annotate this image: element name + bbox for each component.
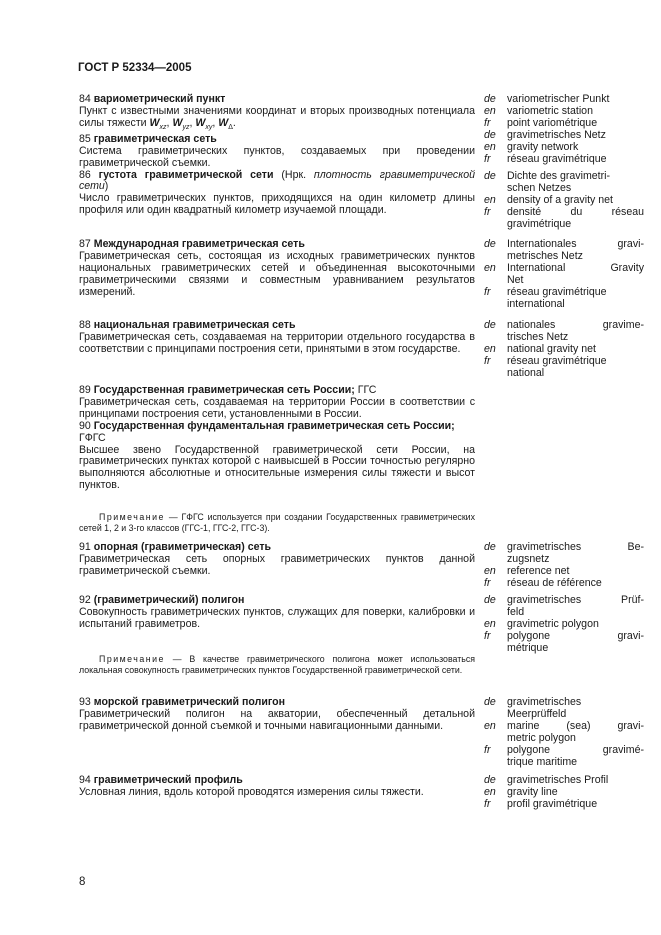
- term-86: 86 густота гравиметрической сети (Нрк. плотность гравиметрической сети): [79, 168, 476, 193]
- term-93: 93 морской гравиметрический полигон Гравиметрический полигон на акватории, обеспеченный детальной гравиметрической донной съемкой и точными навигационными данными.: [79, 696, 475, 732]
- term-87: 87 Международная гравиметрическая сеть Гравиметрическая сеть, состоящая из исходных гравиметрических пунктов национальных гравиметрических сетей и объединенная высокоточными гравиметрическими связями и совместным уравниванием результатов измерений.: [79, 238, 475, 298]
- translations-88: de nationales gravime- trisches Netz en national gravity net fr réseau gravimétrique national: [484, 319, 644, 379]
- term-89: 89 Государственная гравиметрическая сеть России; ГГС Гравиметрическая сеть, создаваемая на территории России в соответствии с принципами построения сети, установленными в России. 90 Государственная фундаментальная гравиметрическая сеть России; ГФГС Высшее звено Государственной гравиметрической сети России, на гравиметрических пунктах которой с наивысшей в России точностью регулярно выполняются абсолютные и относительные измерения силы тяжести и высот пунктов.: [79, 384, 475, 492]
- term-91: 91 опорная (гравиметрическая) сеть Гравиметрическая сеть опорных гравиметрических пунктов данной гравиметрической съемки.: [79, 541, 475, 577]
- translations-91: de gravimetrisches Be- zugsnetz en reference net fr réseau de référence: [484, 541, 644, 589]
- term-92: 92 (гравиметрический) полигон Совокупность гравиметрических пунктов, служащих для поверки, калибровки и испытаний гравиметров.: [79, 594, 475, 630]
- definition-90: ГФГС Высшее звено Государственной гравиметрической сети России, на гравиметрических пунктах которой с наивысшей в России точностью регулярно выполняются абсолютные и относительные измерения силы тяжести и высот пунктов.: [79, 431, 475, 492]
- translations-87: de Internationales gravi- metrisches Netz en International Gravity Net fr réseau gravimétrique international: [484, 238, 644, 310]
- translations-92: de gravimetrisches Prüf- feld en gravimetric polygon fr polygone gravi- métrique: [484, 594, 644, 654]
- term-84: 84 вариометрический пункт Пункт с известными значениями координат и вторых производных потенциала силы тяжести $W_{xz}$, $W_{yz}$, $W_{xy}$, $W_\Delta$. 85 гравиметрическая сеть Система гравиметрических пунктов, создаваемых при проведении гравиметрической съемки. 86 густота гравиметрической сети (Нрк. плотность гравиметрической сети) Число гравиметрических пунктов, приходящихся на один километр длины профиля или один квадратный километр изучаемой площади.: [79, 93, 476, 217]
- definition-84: Пункт с известными значениями координат и вторых производных потенциала силы тяжести $W_{xz}$, $W_{yz}$, $W_{xy}$, $W_\Delta$.: [79, 104, 475, 131]
- document-header: ГОСТ Р 52334—2005: [78, 62, 192, 74]
- term-88: 88 национальная гравиметрическая сеть Гравиметрическая сеть, создаваемая на территории отдельного государства в соответствии с принципами построения сети, принятыми в этом государстве.: [79, 319, 475, 355]
- translations-93: de gravimetrisches Meerprüffeld en marine (sea) gravi- metric polygon fr polygone gravimé- trique maritime: [484, 696, 644, 768]
- translations-86: de Dichte des gravimetri- schen Netzes en density of a gravity net fr densité du réseau gravimétrique: [484, 170, 644, 230]
- definition-85: Система гравиметрических пунктов, создаваемых при проведении гравиметрической съемки.: [79, 144, 475, 169]
- note-90: Примечание — ГФГС используется при создании Государственных гравиметрических сетей 1, 2 и 3-го классов (ГГС-1, ГГС-2, ГГС-3).: [79, 512, 475, 533]
- term-94: 94 гравиметрический профиль Условная линия, вдоль которой проводятся измерения силы тяжести.: [79, 774, 424, 798]
- term-85: 85 гравиметрическая сеть: [79, 132, 217, 145]
- translations-84: de variometrischer Punkt en variometric station fr point variométrique: [484, 93, 610, 129]
- term-90: 90 Государственная фундаментальная гравиметрическая сеть России;: [79, 419, 455, 432]
- translations-94: de gravimetrisches Profil en gravity line fr profil gravimétrique: [484, 774, 609, 810]
- note-92: Примечание — В качестве гравиметрического полигона может использоваться локальная совокупность гравиметрических пунктов Государственной гравиметрической сети.: [79, 654, 476, 675]
- definition-86: Число гравиметрических пунктов, приходящихся на один километр длины профиля или один квадратный километр изучаемой площади.: [79, 192, 475, 217]
- translations-85: de gravimetrisches Netz en gravity network fr réseau gravimétrique: [484, 129, 607, 165]
- page-number: 8: [79, 876, 86, 888]
